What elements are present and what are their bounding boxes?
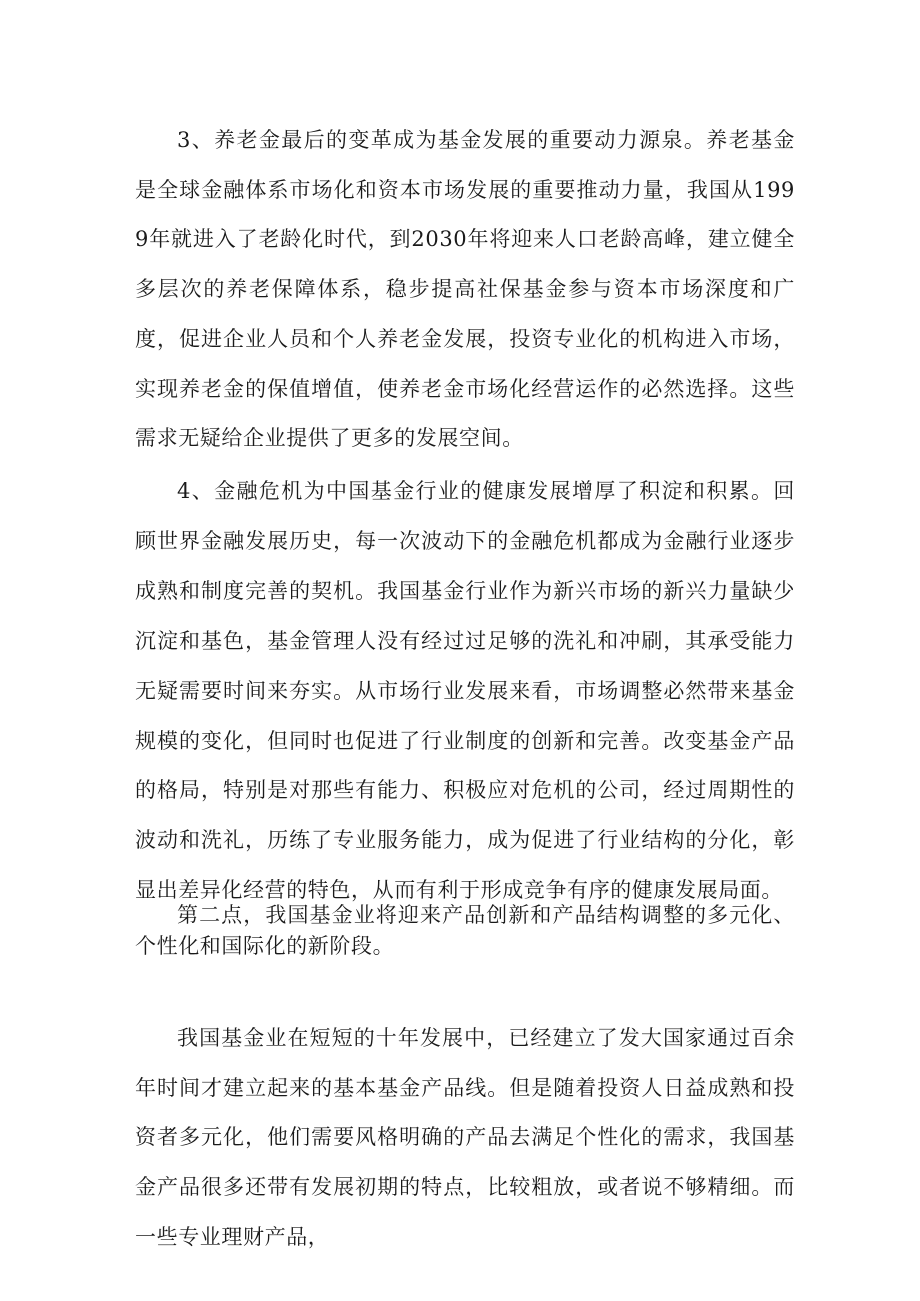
paragraph-product-line: 我国基金业在短短的十年发展中，已经建立了发大国家通过百余年时间才建立起来的基本基金产品线。但是随着投资人日益成熟和投资者多元化，他们需要风格明确的产品去满足个性化的需求，我国基金产品很多还带有发展初期的特点，比较粗放，或者说不够精细。而一些专业理财产品， xyxy=(135,1026,795,1249)
paragraph-second-point: 第二点，我国基金业将迎来产品创新和产品结构调整的多元化、个性化和国际化的新阶段。 xyxy=(135,903,795,958)
paragraph-financial-crisis: 4、金融危机为中国基金行业的健康发展增厚了积淀和积累。回顾世界金融发展历史，每一次波动下的金融危机都成为金融行业逐步成熟和制度完善的契机。我国基金行业作为新兴市场的新兴力量缺少沉淀和基色，基金管理人没有经过过足够的洗礼和冲刷，其承受能力无疑需要时间来夯实。从市场行业发展来看，市场调整必然带来基金规模的变化，但同时也促进了行业制度的创新和完善。改变基金产品的格局，特别是对那些有能力、积极应对危机的公司，经过周期性的波动和洗礼，历练了专业服务能力，成为促进了行业结构的分化，彰显出差异化经营的特色，从而有利于形成竞争有序的健康发展局面。 xyxy=(135,479,795,903)
paragraph-pension-fund: 3、养老金最后的变革成为基金发展的重要动力源泉。养老基金是全球金融体系市场化和资本市场发展的重要推动力量，我国从1999年就进入了老龄化时代，到2030年将迎来人口老龄高峰，建立健全多层次的养老保障体系，稳步提高社保基金参与资本市场深度和广度，促进企业人员和个人养老金发展，投资专业化的机构进入市场，实现养老金的保值增值，使养老金市场化经营运作的必然选择。这些需求无疑给企业提供了更多的发展空间。 xyxy=(135,128,795,451)
